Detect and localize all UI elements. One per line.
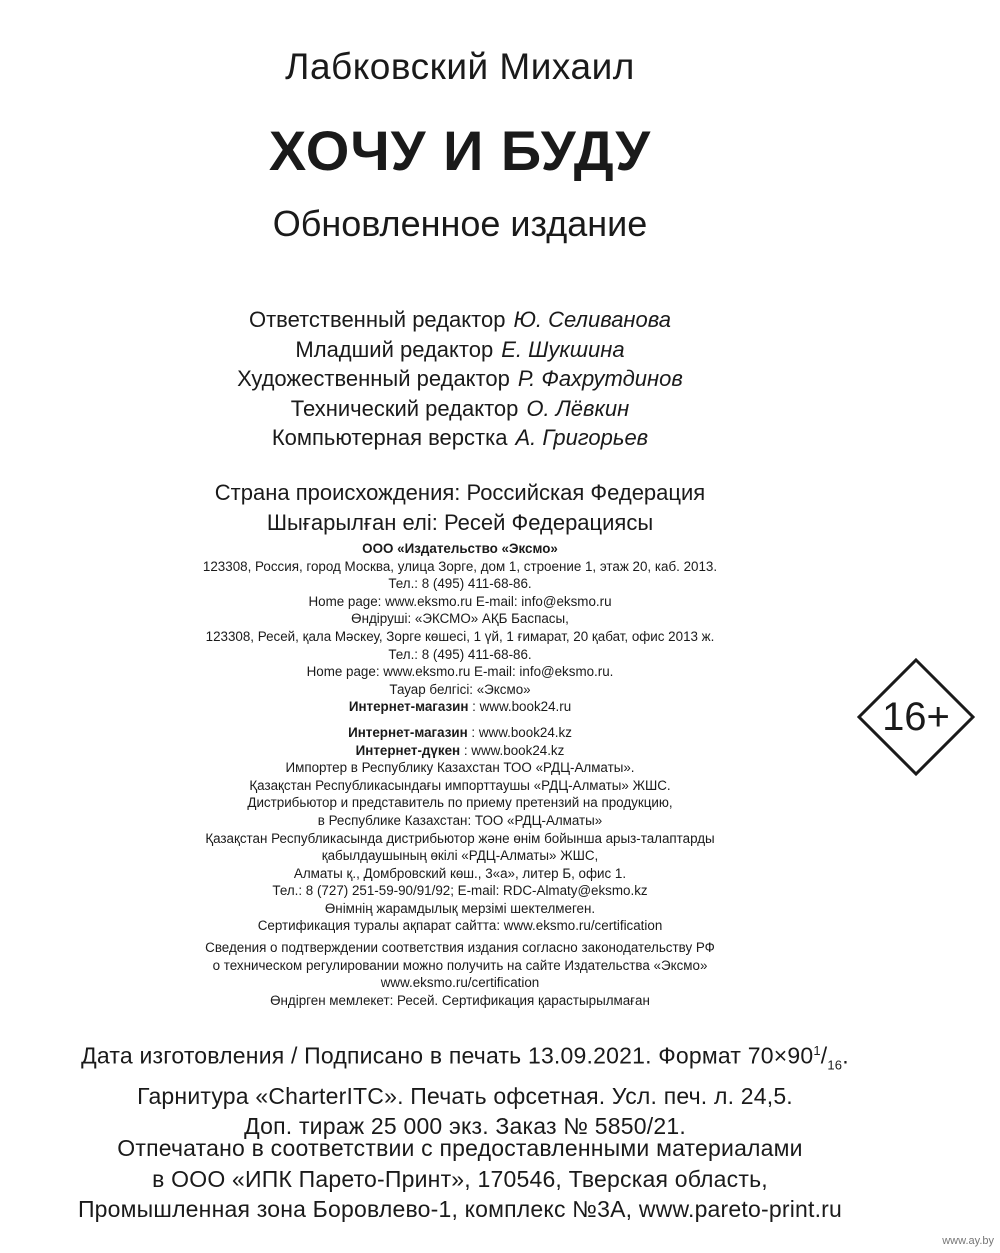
- format-end: .: [842, 1042, 849, 1069]
- credit-role: Технический редактор: [290, 395, 519, 421]
- shop-ru-value: : www.book24.ru: [468, 699, 572, 715]
- author-name: Лабковский Михаил: [285, 46, 635, 87]
- publisher-web: Home page: www.eksmo.ru E-mail: info@eksmo.ru: [308, 593, 612, 609]
- print-run-info: Доп. тираж 25 000 экз. Заказ № 5850/21.: [244, 1113, 686, 1140]
- credit-line: [0, 364, 920, 394]
- publisher-kz-phone: Тел.: 8 (495) 411-68-86.: [388, 646, 532, 662]
- publisher-address: 123308, Россия, город Москва, улица Зорге, дом 1, строение 1, этаж 20, каб. 2013.: [202, 558, 718, 574]
- cert-info: Сведения о подтверждении соответствия издания согласно законодательству РФ: [205, 940, 715, 956]
- publisher-phone: Тел.: 8 (495) 411-68-86.: [388, 576, 532, 592]
- publisher-kz-web: Home page: www.eksmo.ru E-mail: info@eksmo.ru.: [306, 664, 614, 680]
- shop-kz2-value: : www.book24.kz: [460, 742, 565, 758]
- typeface-info: Гарнитура «CharterITC». Печать офсетная. Усл. печ. л. 24,5.: [137, 1082, 793, 1109]
- print-date-format: Дата изготовления / Подписано в печать 13.09.2021. Формат $70\times 90^1/_{16}$.: [81, 1042, 849, 1073]
- credit-name: А. Григорьев: [515, 425, 649, 450]
- shop-ru: [0, 698, 920, 716]
- book-title: ХОЧУ И БУДУ: [268, 119, 652, 182]
- publisher-kz-name: Өндіруші: «ЭКСМО» АҚБ Баспасы,: [351, 611, 569, 627]
- credit-name: Ю. Селиванова: [513, 307, 672, 332]
- credit-role: Младший редактор: [295, 336, 494, 362]
- credit-name: О. Лёвкин: [526, 395, 630, 421]
- origin-kz: Шығарылған елі: Ресей Федерациясы: [266, 509, 654, 535]
- printer-line-3: Промышленная зона Боровлево-1, комплекс №3А, www.pareto-print.ru: [77, 1196, 843, 1222]
- importer-kz: Қазақстан Республикасындағы импорттаушы «РДЦ-Алматы» ЖШС.: [249, 777, 671, 793]
- editorial-credits: [0, 305, 920, 453]
- distributor-2: в Республике Казахстан: ТОО «РДЦ-Алматы»: [317, 812, 603, 828]
- importer: Импортер в Республику Казахстан ТОО «РДЦ-Алматы».: [285, 760, 635, 776]
- credit-line: [0, 335, 920, 365]
- trademark: Тауар белгісі: «Эксмо»: [389, 681, 531, 697]
- publisher-kz-address: 123308, Ресей, қала Мәскеу, Зорге көшесі, 1 үй, 1 ғимарат, 20 қабат, офис 2013 ж.: [205, 628, 715, 644]
- credit-line: [0, 423, 920, 453]
- shop-kz-value: : www.book24.kz: [467, 724, 572, 740]
- credit-role: Ответственный редактор: [248, 307, 506, 332]
- credit-role: Художественный редактор: [237, 366, 510, 391]
- shop-kz: [0, 724, 920, 742]
- credit-line: [0, 394, 920, 424]
- shop-ru-label: Интернет-магазин: [348, 699, 469, 715]
- printer-info: [0, 1133, 920, 1225]
- print-info: [0, 1036, 930, 1142]
- print-date-text: Дата изготовления / Подписано в печать 13.09.2021. Формат 70×90: [81, 1042, 814, 1069]
- watermark: www.ay.by: [942, 1235, 994, 1247]
- credit-name: Р. Фахрутдинов: [517, 366, 683, 391]
- publisher-name: ООО «Издательство «Эксмо»: [362, 541, 558, 556]
- almaty-address: Алматы қ., Домбровский көш., 3«а», литер Б, офис 1.: [293, 865, 627, 881]
- shelf-life: Өнімнің жарамдылық мерзімі шектелмеген.: [324, 900, 596, 916]
- format-sub: 16: [827, 1057, 843, 1073]
- origin-ru: Страна происхождения: Российская Федерация: [214, 480, 706, 505]
- printer-line-2: в ООО «ИПК Парето-Принт», 170546, Тверская область,: [152, 1165, 768, 1192]
- distributor: Дистрибьютор и представитель по приему претензий на продукцию,: [247, 795, 673, 811]
- age-rating-badge: [857, 658, 975, 776]
- credit-name: Е. Шукшина: [501, 336, 625, 362]
- shop-kz2: [0, 742, 920, 760]
- cert-info-2: о техническом регулировании можно получить на сайте Издательства «Эксмо»: [212, 957, 708, 973]
- shop-kz2-label: Интернет-дүкен: [355, 742, 461, 758]
- shop-kz-label: Интернет-магазин: [348, 724, 468, 740]
- distributor-kz-2: қабылдаушының өкілі «РДЦ-Алматы» ЖШС,: [321, 848, 599, 864]
- credit-role: Компьютерная верстка: [271, 425, 508, 450]
- cert-url: www.eksmo.ru/certification: [380, 975, 540, 991]
- format-sup: 1: [813, 1043, 821, 1058]
- distributor-kz: Қазақстан Республикасында дистрибьютор және өнім бойынша арыз-талаптарды: [205, 830, 715, 846]
- country-of-origin: [0, 478, 920, 537]
- printer-line-1: Отпечатано в соответствии с предоставленными материалами: [117, 1135, 803, 1161]
- publisher-info: [0, 540, 920, 1009]
- age-rating-label: 16+: [882, 695, 950, 739]
- cert-kz: Сертификация туралы ақпарат сайтта: www.eksmo.ru/certification: [257, 918, 663, 934]
- book-subtitle: Обновленное издание: [272, 203, 648, 244]
- almaty-contacts: Тел.: 8 (727) 251-59-90/91/92; E-mail: RDC-Almaty@eksmo.kz: [272, 883, 648, 899]
- credit-line: [0, 305, 920, 335]
- producer-state: Өндірген мемлекет: Ресей. Сертификация қарастырылмаған: [270, 992, 650, 1008]
